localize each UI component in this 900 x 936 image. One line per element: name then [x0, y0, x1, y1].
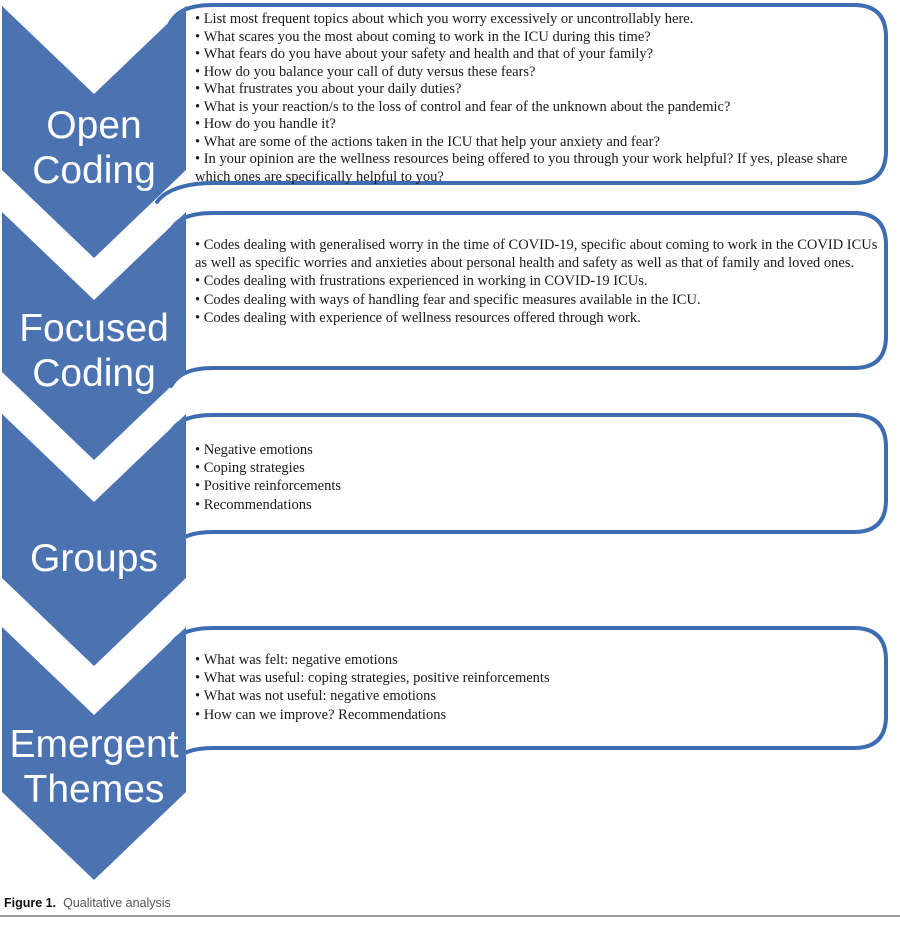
stage-label-line: Coding	[32, 352, 156, 395]
stage-label-emergent-themes	[0, 722, 188, 812]
bullet-item: • What is your reaction/s to the loss of control and fear of the unknown about the pandemic?	[195, 99, 885, 117]
stage-label-open-coding	[0, 103, 188, 193]
emergent-themes-bullet-list	[195, 651, 885, 724]
stage-label-line: Coding	[32, 149, 156, 192]
bullet-item: • What was not useful: negative emotions	[195, 687, 885, 705]
stage-label-groups	[0, 536, 188, 581]
bullet-item: • How do you handle it?	[195, 116, 885, 134]
stage-label-focused-coding	[0, 306, 188, 396]
bullet-item: • What was useful: coping strategies, positive reinforcements	[195, 669, 885, 687]
figure-caption-text: Qualitative analysis	[63, 896, 171, 910]
bullet-item: • Codes dealing with ways of handling fear and specific measures available in the ICU.	[195, 291, 885, 309]
stage-label-line: Emergent	[9, 723, 179, 766]
caption-divider-line	[0, 915, 900, 917]
bullet-item: • Codes dealing with generalised worry in the time of COVID-19, specific about coming to work in the COVID ICUs as well as specific worries and anxieties about personal health and safety as well as that of family and loved ones.	[195, 236, 885, 272]
bullet-item: • What are some of the actions taken in the ICU that help your anxiety and fear?	[195, 134, 885, 152]
focused-coding-bullet-list	[195, 236, 885, 327]
stage-label-line: Groups	[30, 537, 158, 580]
bullet-item: • Positive reinforcements	[195, 477, 885, 495]
stage-label-line: Focused	[19, 307, 169, 350]
bullet-item: • Coping strategies	[195, 459, 885, 477]
groups-bullet-list	[195, 441, 885, 514]
bullet-item: • Negative emotions	[195, 441, 885, 459]
bullet-item: • List most frequent topics about which you worry excessively or uncontrollably here.	[195, 11, 885, 29]
bullet-item: • How do you balance your call of duty versus these fears?	[195, 64, 885, 82]
stage-label-line: Themes	[23, 768, 165, 811]
bullet-item: • Codes dealing with experience of wellness resources offered through work.	[195, 309, 885, 327]
bullet-item: • Codes dealing with frustrations experienced in working in COVID-19 ICUs.	[195, 272, 885, 290]
bullet-item: • How can we improve? Recommendations	[195, 706, 885, 724]
bullet-item: • What was felt: negative emotions	[195, 651, 885, 669]
figure-caption-label: Figure 1.	[4, 896, 57, 910]
bullet-item: • What fears do you have about your safety and health and that of your family?	[195, 46, 885, 64]
stage-label-line: Open	[46, 104, 142, 147]
bullet-item: • In your opinion are the wellness resources being offered to you through your work helpful? If yes, please share which ones are specifically helpful to you?	[195, 151, 885, 186]
figure-caption	[4, 896, 894, 911]
bullet-item: • Recommendations	[195, 496, 885, 514]
bullet-item: • What scares you the most about coming to work in the ICU during this time?	[195, 29, 885, 47]
open-coding-bullet-list	[195, 11, 885, 186]
bullet-item: • What frustrates you about your daily duties?	[195, 81, 885, 99]
